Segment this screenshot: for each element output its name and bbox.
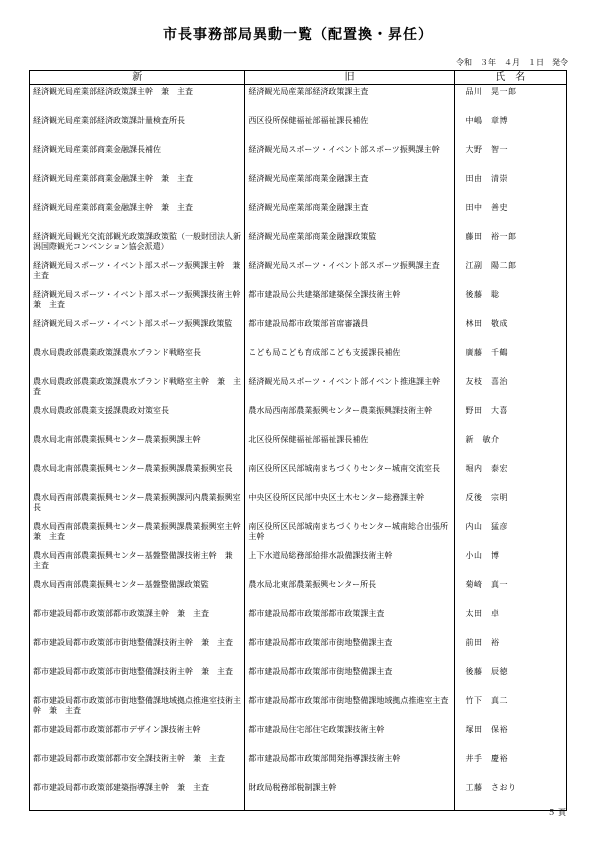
new-position-cell: 経済観光局スポーツ・イベント部スポーツ振興課技術主幹 兼 主査 bbox=[30, 288, 245, 317]
new-position-cell: 農水局西南部農業振興センター基盤整備課政策監 bbox=[30, 578, 245, 607]
old-position-cell: 都市建設局都市政策部市街地整備課主査 bbox=[245, 665, 454, 694]
person-name-cell: 菊崎 真一 bbox=[454, 578, 566, 607]
new-position-cell: 都市建設局都市政策部市街地整備課技術主幹 兼 主査 bbox=[30, 636, 245, 665]
table-row bbox=[30, 201, 567, 230]
old-position-cell: こども局こども育成部こども支援課長補佐 bbox=[245, 346, 454, 375]
old-position-cell: 経済観光局産業部経済政策課主査 bbox=[245, 85, 454, 115]
new-position-cell: 農水局西南部農業振興センター基盤整備課技術主幹 兼 主査 bbox=[30, 549, 245, 578]
person-name-cell: 後藤 辰徳 bbox=[454, 665, 566, 694]
table-row bbox=[30, 578, 567, 607]
old-position-cell: 都市建設局都市政策部開発指導課技術主幹 bbox=[245, 752, 454, 781]
new-position-cell: 農水局農政部農業支援課農政対策室長 bbox=[30, 404, 245, 433]
table-row bbox=[30, 520, 567, 549]
old-position-cell: 上下水道局総務部給排水設備課技術主幹 bbox=[245, 549, 454, 578]
table-row bbox=[30, 752, 567, 781]
table-row bbox=[30, 114, 567, 143]
person-name-cell: 江副 陽二郎 bbox=[454, 259, 566, 288]
old-position-cell: 都市建設局公共建築部建築保全課技術主幹 bbox=[245, 288, 454, 317]
issue-date: 令和 ３年 ４月 １日 発令 bbox=[456, 58, 568, 67]
table-row bbox=[30, 317, 567, 346]
old-position-cell: 経済観光局産業部商業金融課主査 bbox=[245, 172, 454, 201]
new-position-cell: 経済観光局産業部経済政策課主幹 兼 主査 bbox=[30, 85, 245, 115]
old-position-cell: 南区役所区民部城南まちづくりセンター城南交流室長 bbox=[245, 462, 454, 491]
old-position-cell: 都市建設局都市政策部首席審議員 bbox=[245, 317, 454, 346]
table-row bbox=[30, 665, 567, 694]
person-name-cell: 反後 宗明 bbox=[454, 491, 566, 520]
person-name-cell: 太田 卓 bbox=[454, 607, 566, 636]
table-row bbox=[30, 636, 567, 665]
new-position-cell: 都市建設局都市政策部建築指導課主幹 兼 主査 bbox=[30, 781, 245, 811]
person-name-cell: 前田 裕 bbox=[454, 636, 566, 665]
new-position-cell: 都市建設局都市政策部市街地整備課地域拠点推進室技術主幹 兼 主査 bbox=[30, 694, 245, 723]
person-name-cell: 大野 智一 bbox=[454, 143, 566, 172]
new-position-cell: 都市建設局都市政策部都市安全課技術主幹 兼 主査 bbox=[30, 752, 245, 781]
table-row bbox=[30, 230, 567, 259]
old-position-cell: 中央区役所区民部中央区土木センター総務課主幹 bbox=[245, 491, 454, 520]
table-row bbox=[30, 288, 567, 317]
person-name-cell: 井手 慶裕 bbox=[454, 752, 566, 781]
new-position-cell: 農水局北南部農業振興センター農業振興課農業振興室長 bbox=[30, 462, 245, 491]
person-name-cell: 竹下 真二 bbox=[454, 694, 566, 723]
table-row bbox=[30, 172, 567, 201]
header-name: 氏 名 bbox=[454, 71, 566, 85]
person-name-cell: 堀内 泰宏 bbox=[454, 462, 566, 491]
person-name-cell: 林田 敬成 bbox=[454, 317, 566, 346]
header-old: 旧 bbox=[245, 71, 454, 85]
old-position-cell: 農水局西南部農業振興センター農業振興課技術主幹 bbox=[245, 404, 454, 433]
new-position-cell: 経済観光局観光交流部観光政策課政策監（一般財団法人新潟国際観光コンベンション協会派遣） bbox=[30, 230, 245, 259]
new-position-cell: 経済観光局産業部商業金融課長補佐 bbox=[30, 143, 245, 172]
page-title: 市長事務部局異動一覧（配置換・昇任） bbox=[163, 27, 433, 43]
table-row bbox=[30, 259, 567, 288]
table-row bbox=[30, 85, 567, 115]
old-position-cell: 都市建設局都市政策部市街地整備課主査 bbox=[245, 636, 454, 665]
new-position-cell: 都市建設局都市政策部都市デザイン課技術主幹 bbox=[30, 723, 245, 752]
new-position-cell: 経済観光局産業部商業金融課主幹 兼 主査 bbox=[30, 172, 245, 201]
new-position-cell: 都市建設局都市政策部都市政策課主幹 兼 主査 bbox=[30, 607, 245, 636]
table-row bbox=[30, 375, 567, 404]
new-position-cell: 経済観光局スポーツ・イベント部スポーツ振興課主幹 兼 主査 bbox=[30, 259, 245, 288]
old-position-cell: 都市建設局都市政策部都市政策課主査 bbox=[245, 607, 454, 636]
old-position-cell: 経済観光局産業部商業金融課主査 bbox=[245, 201, 454, 230]
table-row bbox=[30, 346, 567, 375]
table-row bbox=[30, 433, 567, 462]
person-name-cell: 中嶋 章博 bbox=[454, 114, 566, 143]
person-name-cell: 品川 晃一郎 bbox=[454, 85, 566, 115]
page-number: ５ 頁 bbox=[547, 808, 566, 817]
old-position-cell: 財政局税務部税制課主幹 bbox=[245, 781, 454, 811]
table-row bbox=[30, 143, 567, 172]
old-position-cell: 経済観光局スポーツ・イベント部スポーツ振興課主査 bbox=[245, 259, 454, 288]
new-position-cell: 経済観光局産業部商業金融課主幹 兼 主査 bbox=[30, 201, 245, 230]
header-new: 新 bbox=[30, 71, 245, 85]
table-row bbox=[30, 781, 567, 811]
table-row bbox=[30, 404, 567, 433]
new-position-cell: 農水局農政部農業政策課農水ブランド戦略室主幹 兼 主査 bbox=[30, 375, 245, 404]
new-position-cell: 経済観光局産業部経済政策課計量検査所長 bbox=[30, 114, 245, 143]
table-row bbox=[30, 694, 567, 723]
table-row bbox=[30, 462, 567, 491]
personnel-table bbox=[29, 70, 567, 811]
old-position-cell: 西区役所保健福祉部福祉課長補佐 bbox=[245, 114, 454, 143]
old-position-cell: 北区役所保健福祉部福祉課長補佐 bbox=[245, 433, 454, 462]
person-name-cell: 藤田 裕一郎 bbox=[454, 230, 566, 259]
person-name-cell: 塚田 保裕 bbox=[454, 723, 566, 752]
table-header-row bbox=[30, 71, 567, 85]
table-row bbox=[30, 491, 567, 520]
new-position-cell: 農水局農政部農業政策課農水ブランド戦略室長 bbox=[30, 346, 245, 375]
person-name-cell: 小山 博 bbox=[454, 549, 566, 578]
person-name-cell: 廣藤 千鶴 bbox=[454, 346, 566, 375]
table-row bbox=[30, 549, 567, 578]
new-position-cell: 農水局西南部農業振興センター農業振興課農業振興室主幹 兼 主査 bbox=[30, 520, 245, 549]
person-name-cell: 内山 猛彦 bbox=[454, 520, 566, 549]
table-row bbox=[30, 723, 567, 752]
old-position-cell: 都市建設局住宅部住宅政策課技術主幹 bbox=[245, 723, 454, 752]
new-position-cell: 都市建設局都市政策部市街地整備課技術主幹 兼 主査 bbox=[30, 665, 245, 694]
old-position-cell: 都市建設局都市政策部市街地整備課地域拠点推進室主査 bbox=[245, 694, 454, 723]
old-position-cell: 南区役所区民部城南まちづくりセンター城南総合出張所主幹 bbox=[245, 520, 454, 549]
person-name-cell: 後藤 聡 bbox=[454, 288, 566, 317]
person-name-cell: 工藤 さおり bbox=[454, 781, 566, 811]
old-position-cell: 経済観光局産業部商業金融課政策監 bbox=[245, 230, 454, 259]
person-name-cell: 友枝 喜治 bbox=[454, 375, 566, 404]
old-position-cell: 経済観光局スポーツ・イベント部スポーツ振興課主幹 bbox=[245, 143, 454, 172]
old-position-cell: 農水局北東部農業振興センター所長 bbox=[245, 578, 454, 607]
person-name-cell: 田由 清崇 bbox=[454, 172, 566, 201]
table-row bbox=[30, 607, 567, 636]
old-position-cell: 経済観光局スポーツ・イベント部イベント推進課主幹 bbox=[245, 375, 454, 404]
person-name-cell: 野田 大喜 bbox=[454, 404, 566, 433]
person-name-cell: 新 敏介 bbox=[454, 433, 566, 462]
new-position-cell: 経済観光局スポーツ・イベント部スポーツ振興課政策監 bbox=[30, 317, 245, 346]
person-name-cell: 田中 善史 bbox=[454, 201, 566, 230]
new-position-cell: 農水局西南部農業振興センター農業振興課河内農業振興室長 bbox=[30, 491, 245, 520]
new-position-cell: 農水局北南部農業振興センター農業振興課主幹 bbox=[30, 433, 245, 462]
